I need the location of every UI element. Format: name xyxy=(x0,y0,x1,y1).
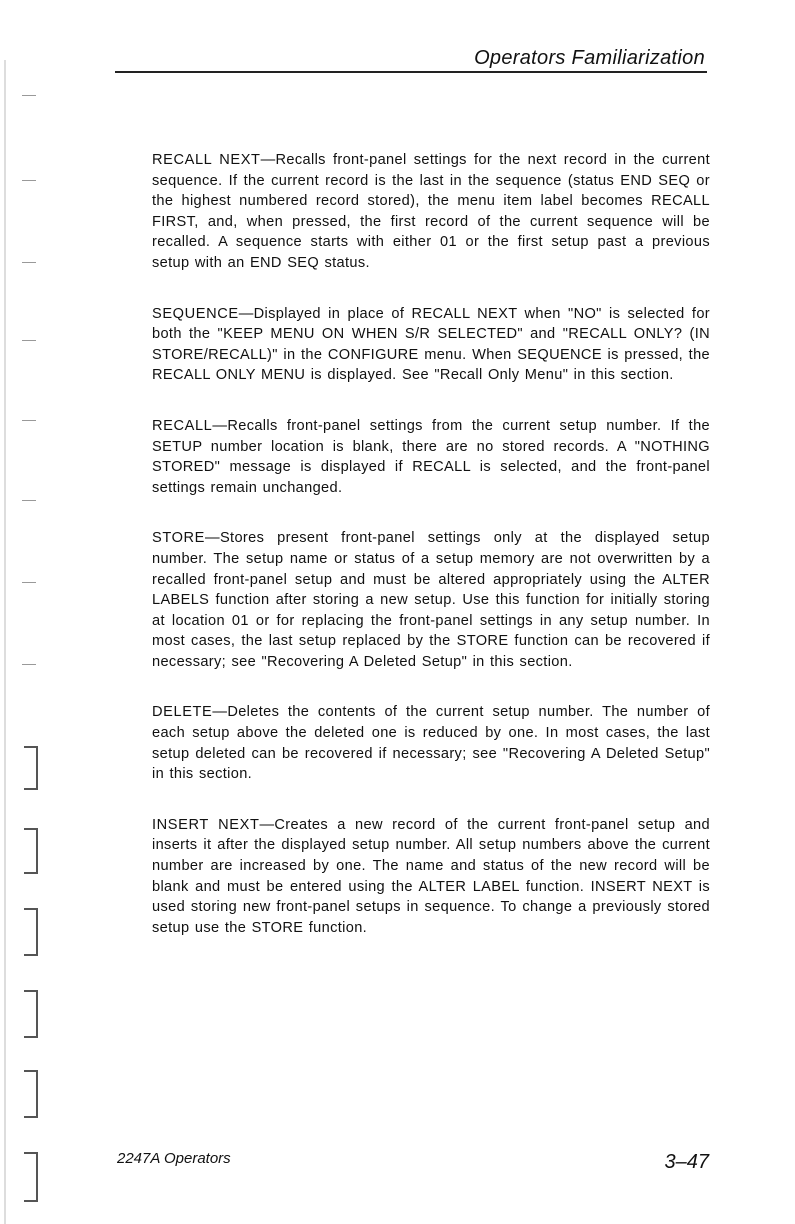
edge-bracket xyxy=(24,1152,38,1202)
term-sequence: SEQUENCE xyxy=(152,305,239,322)
description-delete: —Deletes the contents of the current setup number. The number of each setup above the deleted one is reduced by one. In most cases, the last setup deleted can be recovered if necessary; see "Recovering A Deleted Setup" in this section. xyxy=(152,704,710,783)
paragraph-recall-next xyxy=(152,150,710,274)
edge-bracket xyxy=(24,828,38,874)
running-header-title: Operators Familiarization xyxy=(474,47,705,69)
description-insert-next: —Creates a new record of the current front-panel setup and inserts it after the displayed setup number. All setup numbers above the current number are increased by one. The name and status of the new record will be blank and must be entered using the ALTER LABEL function. INSERT NEXT is used storing new front-panel setups in sequence. To change a previously stored setup use the STORE function. xyxy=(152,816,710,936)
term-store: STORE xyxy=(152,530,206,547)
edge-mark xyxy=(22,582,36,583)
paragraph-sequence xyxy=(152,304,710,386)
edge-bracket xyxy=(24,746,38,790)
edge-mark xyxy=(22,95,36,96)
description-store: —Stores present front-panel settings only at the displayed setup number. The setup name or status of a setup memory are not overwritten by a recalled front-panel setup and must be altered appropriately using the ALTER LABELS function after storing a new setup. Use this function for initially storing at location 01 or for replacing the front-panel settings in any setup number. In most cases, the last setup replaced by the STORE function can be recovered if necessary; see "Recovering A Deleted Setup" in this section. xyxy=(152,530,710,670)
edge-mark xyxy=(22,180,36,181)
binding-edge xyxy=(4,0,6,1224)
body-content xyxy=(152,150,710,968)
page-number: 3–47 xyxy=(664,1151,709,1173)
edge-mark xyxy=(22,340,36,341)
edge-bracket xyxy=(24,908,38,956)
edge-bracket xyxy=(24,990,38,1038)
paragraph-recall xyxy=(152,416,710,498)
edge-bracket xyxy=(24,1070,38,1118)
footer-manual-title: 2247A Operators xyxy=(117,1150,231,1167)
edge-mark xyxy=(22,420,36,421)
term-recall: RECALL xyxy=(152,417,213,434)
term-delete: DELETE xyxy=(152,704,213,721)
description-recall-next: —Recalls front-panel settings for the next record in the current sequence. If the current record is the last in the sequence (status END SEQ or the highest numbered record stored), the menu item label becomes RECALL FIRST, and, when pressed, the first record of the current sequence will be recalled. A sequence starts with either 01 or the first setup past a previous setup with an END SEQ status. xyxy=(152,152,710,271)
description-recall: —Recalls front-panel settings from the current setup number. If the SETUP number location is blank, there are no stored records. A "NOTHING STORED" message is displayed if RECALL is selected, and the front-panel settings remain unchanged. xyxy=(152,417,710,496)
description-sequence: —Displayed in place of RECALL NEXT when "NO" is selected for both the "KEEP MENU ON WHEN S/R SELECTED" and "RECALL ONLY? (IN STORE/RECALL)" in the CONFIGURE menu. When SEQUENCE is pressed, the RECALL ONLY MENU is displayed. See "Recall Only Menu" in this section. xyxy=(152,305,710,384)
edge-mark xyxy=(22,664,36,665)
paragraph-insert-next xyxy=(152,815,710,939)
paragraph-store xyxy=(152,528,710,672)
paragraph-delete xyxy=(152,702,710,784)
edge-mark xyxy=(22,500,36,501)
term-recall-next: RECALL NEXT xyxy=(152,152,261,168)
edge-mark xyxy=(22,262,36,263)
header-divider xyxy=(115,71,707,73)
term-insert-next: INSERT NEXT xyxy=(152,816,260,833)
